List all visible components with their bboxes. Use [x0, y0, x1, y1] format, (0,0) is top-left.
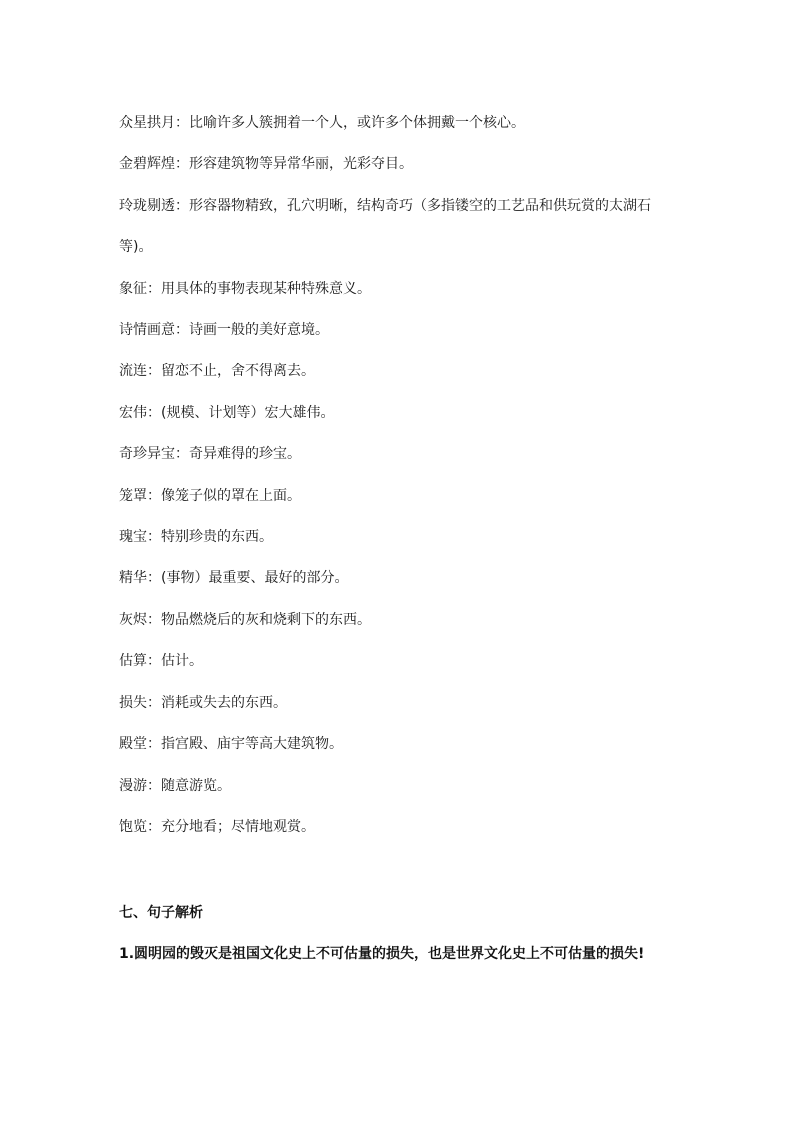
entry-separator: ：	[175, 156, 189, 173]
vocabulary-list	[119, 103, 679, 848]
entry-definition: 指宫殿、庙宇等高大建筑物。	[161, 736, 343, 753]
entry-term: 笼罩	[119, 487, 147, 504]
entry-separator: ：	[147, 280, 161, 297]
entry-definition: 诗画一般的美好意境。	[189, 322, 329, 339]
vocabulary-entry	[119, 186, 679, 269]
entry-separator: ：	[147, 529, 161, 546]
vocabulary-entry	[119, 766, 679, 807]
sentence-item: 1.圆明园的毁灭是祖国文化史上不可估量的损失，也是世界文化史上不可估量的损失!	[119, 946, 645, 963]
vocabulary-entry	[119, 476, 679, 517]
entry-definition: 特别珍贵的东西。	[161, 529, 273, 546]
entry-definition: 形容建筑物等异常华丽，光彩夺目。	[189, 156, 413, 173]
entry-definition: 比喻许多人簇拥着一个人，或许多个体拥戴一个核心。	[189, 115, 525, 131]
vocabulary-entry	[119, 103, 679, 144]
entry-separator: ：	[175, 322, 189, 339]
entry-term: 饱览	[119, 818, 147, 835]
vocabulary-entry	[119, 600, 679, 641]
vocabulary-entry	[119, 724, 679, 765]
entry-definition: 消耗或失去的东西。	[161, 694, 287, 711]
entry-separator: ：	[147, 611, 161, 628]
entry-term: 灰烬	[119, 611, 147, 628]
entry-definition: 物品燃烧后的灰和烧剩下的东西。	[161, 611, 371, 628]
entry-definition: 用具体的事物表现某种特殊意义。	[161, 280, 371, 297]
vocabulary-entry	[119, 351, 679, 392]
entry-separator: ：	[147, 736, 161, 753]
entry-term: 漫游	[119, 777, 147, 794]
entry-definition: (事物）最重要、最好的部分。	[161, 570, 349, 587]
entry-term: 象征	[119, 280, 147, 297]
entry-definition: 估计。	[161, 653, 203, 670]
entry-term: 宏伟	[119, 404, 147, 421]
entry-separator: ：	[147, 487, 161, 504]
section-title: 七、句子解析	[119, 905, 203, 921]
entry-separator: ：	[175, 115, 189, 131]
entry-separator: ：	[147, 777, 161, 794]
entry-separator: ：	[147, 653, 161, 670]
entry-term: 玲珑剔透	[119, 197, 175, 214]
entry-separator: ：	[147, 818, 161, 835]
vocabulary-entry	[119, 434, 679, 475]
vocabulary-entry	[119, 683, 679, 724]
entry-definition: 奇异难得的珍宝。	[189, 446, 301, 463]
entry-separator: ：	[147, 363, 161, 380]
entry-separator: ：	[147, 404, 161, 421]
entry-definition: (规模、计划等）宏大雄伟。	[161, 404, 335, 421]
entry-term: 众星拱月	[119, 115, 175, 131]
entry-term: 损失	[119, 694, 147, 711]
vocabulary-entry	[119, 269, 679, 310]
entry-term: 估算	[119, 653, 147, 670]
sentence-analysis-section	[119, 893, 679, 976]
entry-definition: 充分地看；尽情地观赏。	[161, 818, 315, 835]
entry-definition: 形容器物精致，孔穴明晰，结构奇巧（多指镂空的工艺品和供玩赏的太湖石等)。	[119, 197, 651, 256]
entry-separator: ：	[175, 446, 189, 463]
entry-definition: 留恋不止，舍不得离去。	[161, 363, 315, 380]
entry-definition: 像笼子似的罩在上面。	[161, 487, 301, 504]
entry-definition: 随意游览。	[161, 777, 231, 794]
vocabulary-entry	[119, 144, 679, 185]
vocabulary-entry	[119, 310, 679, 351]
entry-term: 殿堂	[119, 736, 147, 753]
vocabulary-entry	[119, 558, 679, 599]
entry-term: 精华	[119, 570, 147, 587]
entry-term: 瑰宝	[119, 529, 147, 546]
vocabulary-entry	[119, 807, 679, 848]
entry-separator: ：	[147, 694, 161, 711]
entry-separator: ：	[147, 570, 161, 587]
vocabulary-entry	[119, 517, 679, 558]
vocabulary-entry	[119, 641, 679, 682]
entry-term: 流连	[119, 363, 147, 380]
vocabulary-entry	[119, 393, 679, 434]
entry-term: 诗情画意	[119, 322, 175, 339]
entry-term: 金碧辉煌	[119, 156, 175, 173]
entry-term: 奇珍异宝	[119, 446, 175, 463]
entry-separator: ：	[175, 197, 189, 214]
